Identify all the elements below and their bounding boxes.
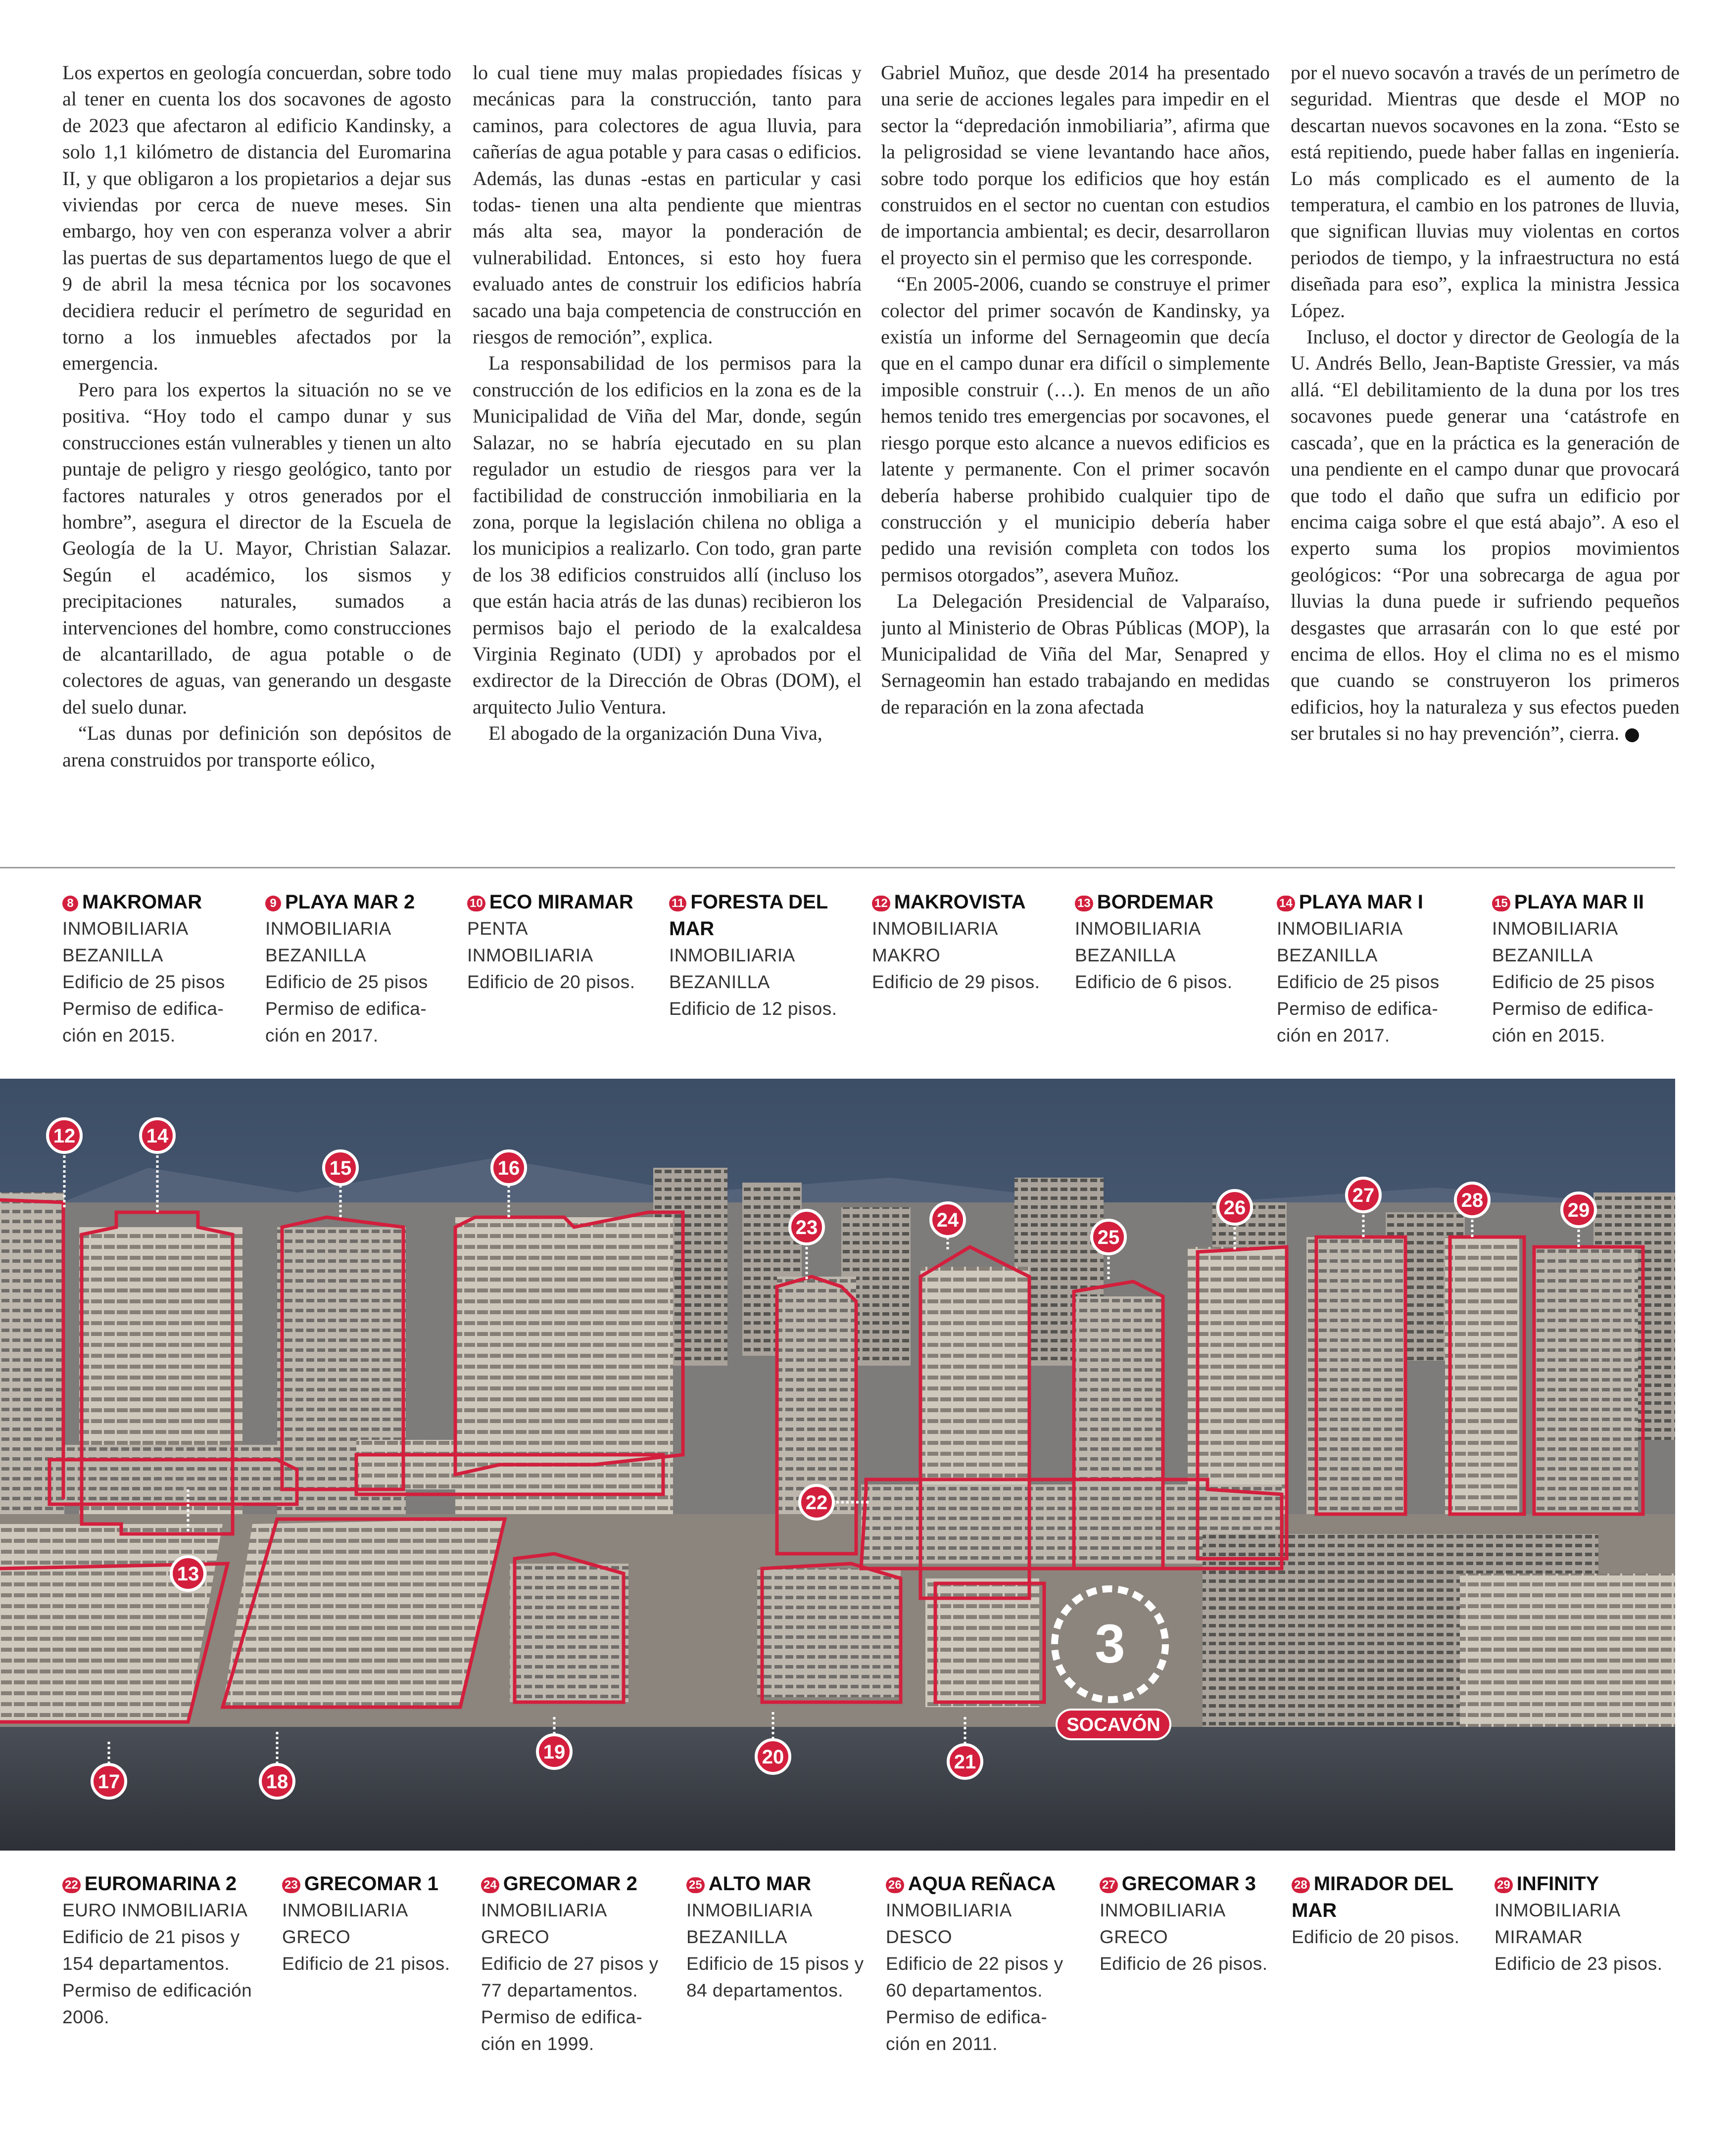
caption-line: Permiso de edifica- bbox=[886, 2007, 1048, 2027]
building-marker-20 bbox=[756, 1740, 790, 1773]
caption-line: INMOBILIARIA bbox=[1492, 918, 1618, 939]
caption-title bbox=[62, 1870, 255, 1897]
caption-line: BEZANILLA bbox=[686, 1927, 787, 1947]
caption-number-badge: 26 bbox=[886, 1877, 904, 1893]
caption-building-name: PLAYA MAR II bbox=[1514, 891, 1644, 913]
caption-title bbox=[1292, 1870, 1485, 1924]
caption-line: Permiso de edifica- bbox=[1492, 999, 1654, 1019]
caption-line: DESCO bbox=[886, 1927, 953, 1947]
caption-title bbox=[265, 889, 458, 915]
caption-line: Edificio de 12 pisos. bbox=[669, 999, 837, 1019]
paragraph: La responsabilidad de los permisos para la construcción de los edificios en la zona es de la Municipalidad de Viña del Mar, donde, según Salazar, no se habría ejecutado en su plan regulador un estudio de riesgos para ver la factibilidad de construcción inmobiliaria en la zona, porque la legislación chilena no obliga a los municipios a realizarlo. Con todo, gran parte de los 38 edificios construidos allí (incluso los que están hacia atrás de las dunas) recibieron los permisos bajo el periodo de la exalcaldesa Virginia Reginato (UDI) y aprobados por el exdirector de la Dirección de Obras (DOM), el arquitecto Julio Ventura. bbox=[473, 352, 862, 718]
caption-number-badge: 8 bbox=[62, 896, 78, 911]
caption-title bbox=[62, 889, 255, 915]
caption-line: INMOBILIARIA bbox=[282, 1900, 408, 1920]
building-marker-16 bbox=[492, 1151, 526, 1185]
caption-line: GRECO bbox=[481, 1927, 550, 1947]
caption-line: Permiso de edifica- bbox=[265, 999, 427, 1019]
building-caption bbox=[872, 889, 1065, 996]
building-illustration bbox=[0, 1079, 1675, 1851]
building-marker-26 bbox=[1218, 1191, 1252, 1224]
caption-line: BEZANILLA bbox=[265, 945, 366, 965]
caption-building-name: MAKROMAR bbox=[82, 891, 202, 913]
building-caption bbox=[669, 889, 862, 1022]
caption-line: ción en 2015. bbox=[62, 1025, 176, 1046]
building-caption bbox=[481, 1870, 674, 2057]
caption-number-badge: 29 bbox=[1495, 1877, 1513, 1893]
caption-building-name: FORESTA DEL MAR bbox=[669, 891, 828, 940]
building-marker-label: 13 bbox=[177, 1563, 199, 1585]
building-caption bbox=[282, 1870, 475, 1977]
building-marker-label: 29 bbox=[1567, 1199, 1590, 1221]
caption-line: INMOBILIARIA bbox=[886, 1900, 1012, 1920]
article-column-1 bbox=[62, 59, 451, 816]
caption-line: BEZANILLA bbox=[1277, 945, 1378, 965]
caption-building-name: AQUA REÑACA bbox=[908, 1873, 1056, 1895]
section-divider bbox=[0, 867, 1675, 868]
caption-building-name: GRECOMAR 2 bbox=[503, 1873, 637, 1895]
building-marker-label: 16 bbox=[497, 1157, 520, 1179]
caption-line: Edificio de 21 pisos y bbox=[62, 1927, 240, 1947]
caption-line: Edificio de 25 pisos bbox=[1277, 972, 1440, 992]
caption-title bbox=[872, 889, 1065, 915]
caption-line: Edificio de 29 pisos. bbox=[872, 972, 1040, 992]
building-caption bbox=[1495, 1870, 1688, 1977]
building-marker-label: 22 bbox=[805, 1492, 828, 1514]
end-mark-icon bbox=[1625, 728, 1639, 742]
paragraph-text: Incluso, el doctor y director de Geología de la U. Andrés Bello, Jean-Baptiste Gressier, va más allá. “El debilitamiento de la duna por los tres socavones puede generar una ‘catástrofe en cascada’, que en la práctica es la generación de una pendiente en el campo dunar que provocará que todo el daño que sufra un edificio por encima caiga sobre el que está abajo”. A eso el experto suma los propios movimientos geológicos: “Por una sobrecarga de agua por lluvias la duna puede ir sufriendo pequeños desgastes que arrasarán con lo que esté por encima de ellos. Hoy el clima no es el mismo que cuando se construyeron los primeros edificios, hoy la naturaleza y sus efectos pueden ser brutales si no hay prevención”, cierra. bbox=[1291, 326, 1680, 745]
building-marker-25 bbox=[1092, 1220, 1125, 1254]
building-marker-label: 28 bbox=[1461, 1190, 1484, 1211]
building-marker-label: 14 bbox=[146, 1125, 169, 1147]
building-marker-13 bbox=[171, 1557, 205, 1590]
caption-line: INMOBILIARIA bbox=[467, 945, 593, 965]
building-caption bbox=[467, 889, 660, 996]
building-marker-label: 15 bbox=[329, 1157, 352, 1179]
caption-line: 84 departamentos. bbox=[686, 1980, 844, 2001]
caption-line: ción en 2017. bbox=[1277, 1025, 1390, 1046]
paragraph: Pero para los expertos la situación no se ve positiva. “Hoy todo el campo dunar y sus construcciones están vulnerables y tienen un alto puntaje de peligro y riesgo geológico, tanto por factores naturales y otros generados por el hombre”, asegura el director de la Escuela de Geología de la U. Mayor, Christian Salazar. Según el académico, los sismos y precipitaciones naturales, sumados a intervenciones del hombre, como construcciones de alcantarillado, de agua potable o de colectores de aguas, van generando un desgaste del suelo dunar. bbox=[62, 378, 451, 718]
caption-line: INMOBILIARIA bbox=[1277, 918, 1403, 939]
caption-line: 77 departamentos. bbox=[481, 1980, 638, 2001]
building-caption bbox=[265, 889, 458, 1049]
caption-building-name: MIRADOR DEL MAR bbox=[1292, 1873, 1453, 1921]
caption-number-badge: 13 bbox=[1075, 896, 1093, 911]
caption-building-name: BORDEMAR bbox=[1097, 891, 1214, 913]
building-marker-label: 23 bbox=[795, 1217, 818, 1239]
caption-line: Permiso de edificación bbox=[62, 1980, 252, 2001]
building-marker-label: 18 bbox=[266, 1771, 289, 1793]
building-marker-label: 21 bbox=[954, 1751, 976, 1773]
caption-line: INMOBILIARIA bbox=[872, 918, 998, 939]
socavon-number: 3 bbox=[1095, 1614, 1125, 1674]
building-caption bbox=[686, 1870, 879, 2004]
caption-title bbox=[467, 889, 660, 915]
building-marker-19 bbox=[537, 1735, 571, 1768]
caption-line: MAKRO bbox=[872, 945, 941, 965]
caption-line: Edificio de 26 pisos. bbox=[1100, 1954, 1268, 1974]
caption-building-name: ALTO MAR bbox=[708, 1873, 812, 1895]
building-marker-27 bbox=[1347, 1178, 1380, 1212]
paragraph: “Las dunas por definición son depósitos de arena construidos por transporte eólico, bbox=[62, 722, 451, 771]
caption-line: Edificio de 20 pisos. bbox=[1292, 1927, 1460, 1947]
caption-line: Edificio de 27 pisos y bbox=[481, 1954, 659, 1974]
building-marker-21 bbox=[948, 1745, 982, 1778]
paragraph: Los expertos en geología concuerdan, sobre todo al tener en cuenta los dos socavones de agosto de 2023 que afectaron al edificio Kandinsky, a solo 1,1 kilómetro de distancia del Euromarina II, y que obligaron a los propietarios a dejar sus viviendas por cerca de nueve meses. Sin embargo, hoy ven con esperanza volver a abrir las puertas de sus departamentos luego de que el 9 de abril la mesa técnica por los socavones decidiera reducir el perímetro de seguridad en torno a los inmuebles afectados por la emergencia. bbox=[62, 61, 451, 375]
caption-line: 154 departamentos. bbox=[62, 1954, 230, 1974]
caption-line: INMOBILIARIA bbox=[1100, 1900, 1226, 1920]
building-marker-17 bbox=[92, 1764, 126, 1798]
building-marker-22 bbox=[800, 1485, 833, 1519]
building-caption bbox=[1075, 889, 1268, 996]
building-marker-28 bbox=[1455, 1183, 1489, 1217]
caption-title bbox=[669, 889, 862, 942]
caption-number-badge: 10 bbox=[467, 896, 485, 911]
caption-line: Permiso de edifica- bbox=[62, 999, 224, 1019]
caption-number-badge: 11 bbox=[669, 896, 686, 911]
caption-title bbox=[1277, 889, 1470, 915]
caption-line: INMOBILIARIA bbox=[62, 918, 189, 939]
caption-title bbox=[1075, 889, 1268, 915]
caption-line: PENTA bbox=[467, 918, 529, 939]
caption-line: INMOBILIARIA bbox=[1495, 1900, 1621, 1920]
building-marker-label: 20 bbox=[762, 1746, 784, 1768]
building-marker-12 bbox=[48, 1119, 81, 1152]
building-caption bbox=[886, 1870, 1079, 2057]
paragraph: El abogado de la organización Duna Viva, bbox=[488, 722, 822, 745]
paragraph: por el nuevo socavón a través de un perímetro de seguridad. Mientras que desde el MOP no descartan nuevos socavones en la zona. “Esto se está repitiendo, puede haber fallas en ingeniería. Lo más complicado es el aumento de la temperatura, el cambio en los patrones de lluvia, que significan lluvias muy violentas en cortos periodos de tiempo, y la infraestructura no está diseñada para eso”, explica la ministra Jessica López. bbox=[1291, 61, 1680, 322]
article-column-3 bbox=[881, 59, 1270, 816]
building-marker-label: 25 bbox=[1097, 1227, 1120, 1248]
article-column-4 bbox=[1291, 59, 1680, 816]
caption-title bbox=[886, 1870, 1079, 1897]
caption-line: Permiso de edifica- bbox=[481, 2007, 643, 2027]
building-caption bbox=[1100, 1870, 1293, 1977]
caption-line: GRECO bbox=[1100, 1927, 1168, 1947]
caption-number-badge: 12 bbox=[872, 896, 890, 911]
building-caption bbox=[62, 889, 255, 1049]
caption-line: ción en 2015. bbox=[1492, 1025, 1605, 1046]
caption-number-badge: 24 bbox=[481, 1877, 499, 1893]
caption-line: ción en 2017. bbox=[265, 1025, 379, 1046]
caption-number-badge: 28 bbox=[1292, 1877, 1310, 1893]
caption-line: Edificio de 6 pisos. bbox=[1075, 972, 1233, 992]
sea bbox=[0, 1727, 1675, 1851]
caption-line: ción en 1999. bbox=[481, 2034, 594, 2054]
caption-title bbox=[686, 1870, 879, 1897]
building-marker-label: 26 bbox=[1223, 1197, 1246, 1219]
caption-number-badge: 15 bbox=[1492, 896, 1510, 911]
caption-line: Edificio de 25 pisos bbox=[1492, 972, 1655, 992]
building-caption bbox=[1492, 889, 1685, 1049]
article-column-2 bbox=[473, 59, 862, 816]
caption-building-name: MAKROVISTA bbox=[894, 891, 1026, 913]
building-marker-label: 12 bbox=[53, 1125, 76, 1147]
caption-title bbox=[1495, 1870, 1688, 1897]
building-marker-label: 24 bbox=[936, 1209, 959, 1231]
caption-line: 2006. bbox=[62, 2007, 110, 2027]
caption-building-name: PLAYA MAR 2 bbox=[285, 891, 415, 913]
building-marker-label: 17 bbox=[97, 1771, 120, 1793]
caption-line: BEZANILLA bbox=[669, 972, 770, 992]
building-marker-23 bbox=[790, 1210, 823, 1244]
building-marker-29 bbox=[1562, 1193, 1595, 1227]
building-marker-18 bbox=[260, 1764, 294, 1798]
caption-line: INMOBILIARIA bbox=[669, 945, 795, 965]
caption-number-badge: 14 bbox=[1277, 896, 1295, 911]
paragraph: “En 2005-2006, cuando se construye el primer colector del primer socavón de Kandinsky, ya existía un informe del Sernageomin que decía que en el campo dunar era difícil o simplemente imposible construir (…). En menos de un año hemos tenido tres emergencias por socavones, el riesgo porque esto alcance a nuevos edificios es latente y permanente. Con el primer socavón debería haberse prohibido cualquier tipo de construcción y el municipio debería haber pedido una revisión completa con todos los permisos otorgados”, asevera Muñoz. bbox=[881, 273, 1270, 586]
caption-line: Edificio de 23 pisos. bbox=[1495, 1954, 1663, 1974]
building-caption bbox=[1292, 1870, 1485, 1951]
caption-line: BEZANILLA bbox=[1492, 945, 1593, 965]
paragraph bbox=[1291, 324, 1680, 747]
caption-line: Edificio de 25 pisos bbox=[265, 972, 428, 992]
caption-building-name: INFINITY bbox=[1516, 1873, 1599, 1895]
caption-line: 60 departamentos. bbox=[886, 1980, 1043, 2001]
building-marker-label: 19 bbox=[543, 1741, 566, 1763]
building-caption bbox=[62, 1870, 255, 2031]
caption-building-name: GRECOMAR 3 bbox=[1121, 1873, 1256, 1895]
caption-building-name: EUROMARINA 2 bbox=[84, 1873, 237, 1895]
caption-number-badge: 9 bbox=[265, 896, 281, 911]
caption-line: INMOBILIARIA bbox=[481, 1900, 607, 1920]
caption-line: GRECO bbox=[282, 1927, 351, 1947]
building-photo bbox=[0, 1079, 1675, 1851]
caption-number-badge: 25 bbox=[686, 1877, 705, 1893]
building-marker-24 bbox=[931, 1203, 964, 1237]
caption-line: EURO INMOBILIARIA bbox=[62, 1900, 248, 1920]
caption-line: Edificio de 20 pisos. bbox=[467, 972, 635, 992]
building-marker-label: 27 bbox=[1352, 1185, 1375, 1206]
caption-line: Edificio de 22 pisos y bbox=[886, 1954, 1063, 1974]
paragraph: Gabriel Muñoz, que desde 2014 ha presentado una serie de acciones legales para impedir en el sector la “depredación inmobiliaria”, afirma que la peligrosidad se viene levantando hace años, sobre todo porque los edificios que hoy están construidos en el sector no cuentan con estudios de importancia ambiental; es decir, desarrollaron el proyecto sin el permiso que les corresponde. bbox=[881, 61, 1270, 269]
caption-line: Edificio de 21 pisos. bbox=[282, 1954, 450, 1974]
caption-title bbox=[481, 1870, 674, 1897]
caption-title bbox=[282, 1870, 475, 1897]
caption-line: INMOBILIARIA bbox=[686, 1900, 813, 1920]
socavon-label: SOCAVÓN bbox=[1066, 1715, 1160, 1735]
paragraph: La Delegación Presidencial de Valparaíso, junto al Ministerio de Obras Públicas (MOP), la Municipalidad de Viña del Mar, Senapred y Sernageomin han estado trabajando en medidas de reparación en la zona afectada bbox=[881, 590, 1270, 718]
caption-number-badge: 22 bbox=[62, 1877, 81, 1893]
building-caption bbox=[1277, 889, 1470, 1049]
caption-building-name: PLAYA MAR I bbox=[1299, 891, 1423, 913]
caption-title bbox=[1492, 889, 1685, 915]
caption-title bbox=[1100, 1870, 1293, 1897]
caption-line: Permiso de edifica- bbox=[1277, 999, 1439, 1019]
caption-number-badge: 27 bbox=[1100, 1877, 1118, 1893]
caption-line: INMOBILIARIA bbox=[1075, 918, 1201, 939]
caption-building-name: ECO MIRAMAR bbox=[489, 891, 633, 913]
building-marker-14 bbox=[141, 1119, 174, 1152]
caption-line: ción en 2011. bbox=[886, 2034, 998, 2054]
paragraph: lo cual tiene muy malas propiedades físicas y mecánicas para la construcción, tanto para caminos, para colectores de agua lluvia, para cañerías de agua potable y para casas o edificios. Además, las dunas -estas en particular y casi todas- tienen una alta pendiente que mientras más alta sea, mayor la ponderación de vulnerabilidad. Entonces, si esto hoy fuera evaluado antes de construir los edificios habría sacado una baja competencia de construcción en riesgos de remoción”, explica. bbox=[473, 61, 862, 348]
caption-building-name: GRECOMAR 1 bbox=[304, 1873, 438, 1895]
caption-line: BEZANILLA bbox=[1075, 945, 1176, 965]
caption-line: Edificio de 15 pisos y bbox=[686, 1954, 864, 1974]
caption-line: BEZANILLA bbox=[62, 945, 163, 965]
caption-line: INMOBILIARIA bbox=[265, 918, 391, 939]
caption-line: Edificio de 25 pisos bbox=[62, 972, 225, 992]
caption-line: MIRAMAR bbox=[1495, 1927, 1583, 1947]
building-marker-15 bbox=[324, 1151, 357, 1185]
caption-number-badge: 23 bbox=[282, 1877, 300, 1893]
